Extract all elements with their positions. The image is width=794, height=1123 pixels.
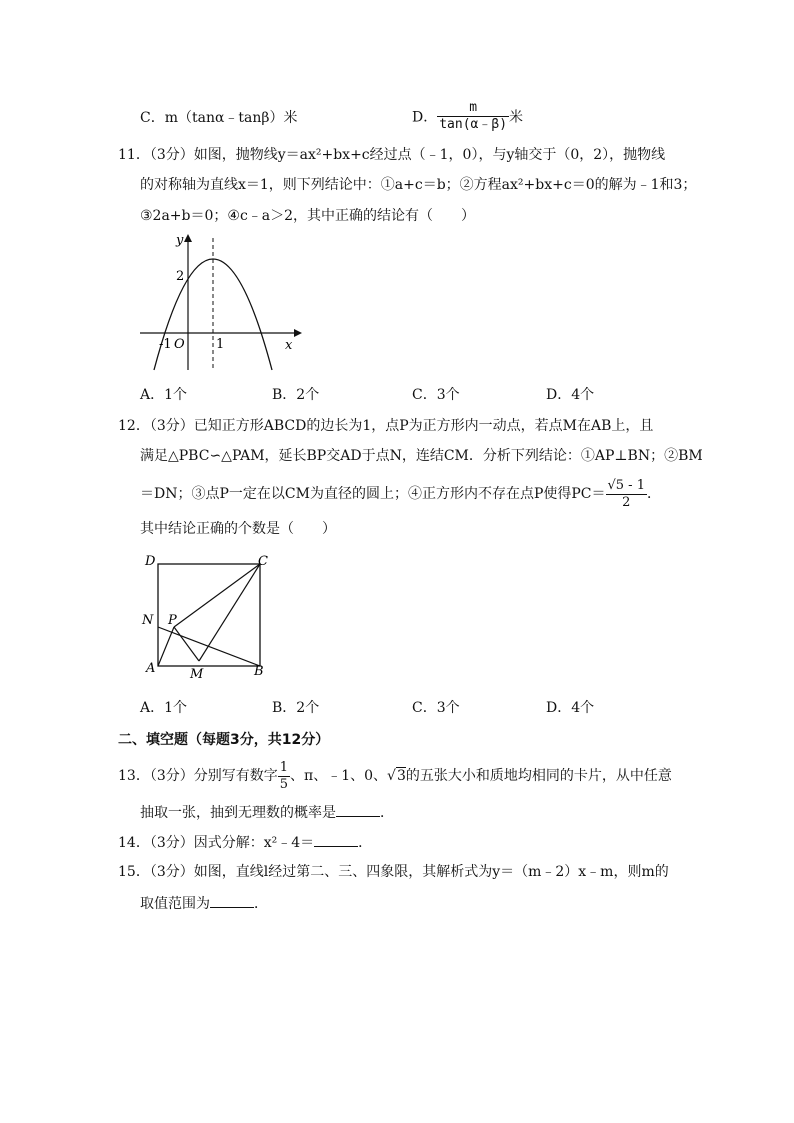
label-c: C (258, 554, 268, 569)
segment-pc (174, 564, 260, 627)
q12-square-figure (138, 548, 278, 683)
q10-option-d-denominator: tan(α﹣β) (439, 117, 508, 132)
q10-option-d-suffix: 米 (509, 109, 524, 126)
q13-line-2 (140, 802, 394, 823)
q15-line-1: 15．（3分）如图，直线l经过第二、三、四象限，其解析式为y＝（m﹣2）x﹣m，则m的 (118, 864, 669, 880)
x-axis-arrow (294, 329, 302, 337)
q11-parabola-graph (136, 228, 306, 376)
y-axis-arrow (184, 234, 192, 242)
q13-answer-blank[interactable] (336, 802, 380, 817)
q12-line-2: 满足△PBC∽△PAM，延长BP交AD于点N，连结CM．分析下列结论：①AP⊥BN；②BM (140, 448, 703, 464)
q15-answer-blank[interactable] (210, 893, 254, 908)
q13-line-1-text: 13．（3分）分别写有数字 (118, 768, 278, 784)
q12-fraction-denominator: 2 (622, 494, 631, 510)
q13-line-1-end: 的五张大小和质地均相同的卡片，从中任意 (405, 768, 672, 784)
q13-sqrt: √3 (387, 768, 406, 784)
q13-sqrt-value: 3 (396, 768, 406, 784)
q12-line-3-end: ． (646, 486, 661, 502)
q12-option-b: B．2个 (272, 700, 320, 716)
label-d: D (145, 554, 156, 569)
q11-option-b: B．2个 (272, 387, 320, 403)
q11-line-1: 11．（3分）如图，抛物线y＝ax²+bx+c经过点（﹣1，0），与y轴交于（0，2），抛物线 (118, 147, 666, 163)
q14-line (118, 832, 372, 853)
q10-option-d-prefix: D． (412, 109, 438, 126)
q15-line-2-text: 取值范围为 (140, 896, 210, 912)
q12-fraction (606, 478, 647, 511)
q13-line-1-mid: 、π、﹣1、0、 (290, 768, 388, 784)
q11-option-a: A．1个 (140, 387, 188, 403)
q10-option-c: C．m（tanα﹣tanβ）米 (140, 110, 298, 126)
q13-fraction (278, 760, 290, 793)
q15-line-2-end: ． (254, 896, 268, 912)
segment-mc (199, 564, 260, 661)
segment-nb (158, 627, 260, 666)
q12-line-3-text: ＝DN；③点P一定在以CM为直径的圆上；④正方形内不存在点P使得PC＝ (140, 486, 606, 502)
y-axis-label: y (176, 233, 184, 248)
q11-option-c: C．3个 (412, 387, 460, 403)
q13-line-2-end: ． (380, 805, 394, 821)
q14-answer-blank[interactable] (314, 832, 358, 847)
q13-line-2-text: 抽取一张，抽到无理数的概率是 (140, 805, 336, 821)
q11-option-d: D．4个 (546, 387, 595, 403)
label-one: 1 (216, 337, 225, 352)
q12-option-c: C．3个 (412, 700, 460, 716)
x-axis-label: x (285, 338, 293, 353)
q10-option-d-fraction (437, 100, 509, 133)
label-a: A (146, 661, 156, 676)
q11-line-3: ③2a+b＝0；④c﹣a＞2，其中正确的结论有（ ） (140, 208, 476, 224)
q14-text: 14．（3分）因式分解：x²﹣4＝ (118, 835, 315, 851)
q13-line-1 (118, 756, 672, 796)
q12-option-a: A．1个 (140, 700, 188, 716)
q13-fraction-numerator: 1 (279, 759, 289, 775)
label-origin: O (174, 337, 185, 352)
q12-line-1: 12．（3分）已知正方形ABCD的边长为1，点P为正方形内一动点，若点M在AB上，且 (118, 418, 654, 434)
section-fill-in-title: 二、填空题（每题3分，共12分） (118, 732, 330, 748)
segment-pm (174, 627, 199, 661)
q13-fraction-denominator: 5 (279, 776, 289, 792)
q10-option-d (412, 100, 523, 133)
label-m: M (190, 667, 204, 682)
label-b: B (254, 664, 264, 679)
q11-line-2: 的对称轴为直线x＝1，则下列结论中：①a+c＝b；②方程ax²+bx+c＝0的解为﹣1和3； (140, 177, 697, 193)
q10-option-d-numerator: m (437, 100, 509, 117)
label-p: P (168, 613, 177, 628)
label-neg-one: -1 (159, 337, 172, 352)
q12-option-d: D．4个 (546, 700, 595, 716)
q15-line-2 (140, 893, 268, 914)
q12-fraction-numerator: √5 - 1 (607, 477, 645, 493)
q12-line-4: 其中结论正确的个数是（ ） (140, 521, 336, 537)
segment-ap (158, 627, 174, 666)
q14-end: ． (358, 835, 373, 851)
q12-line-3 (140, 474, 661, 514)
label-n: N (142, 613, 154, 628)
label-two: 2 (176, 269, 185, 284)
